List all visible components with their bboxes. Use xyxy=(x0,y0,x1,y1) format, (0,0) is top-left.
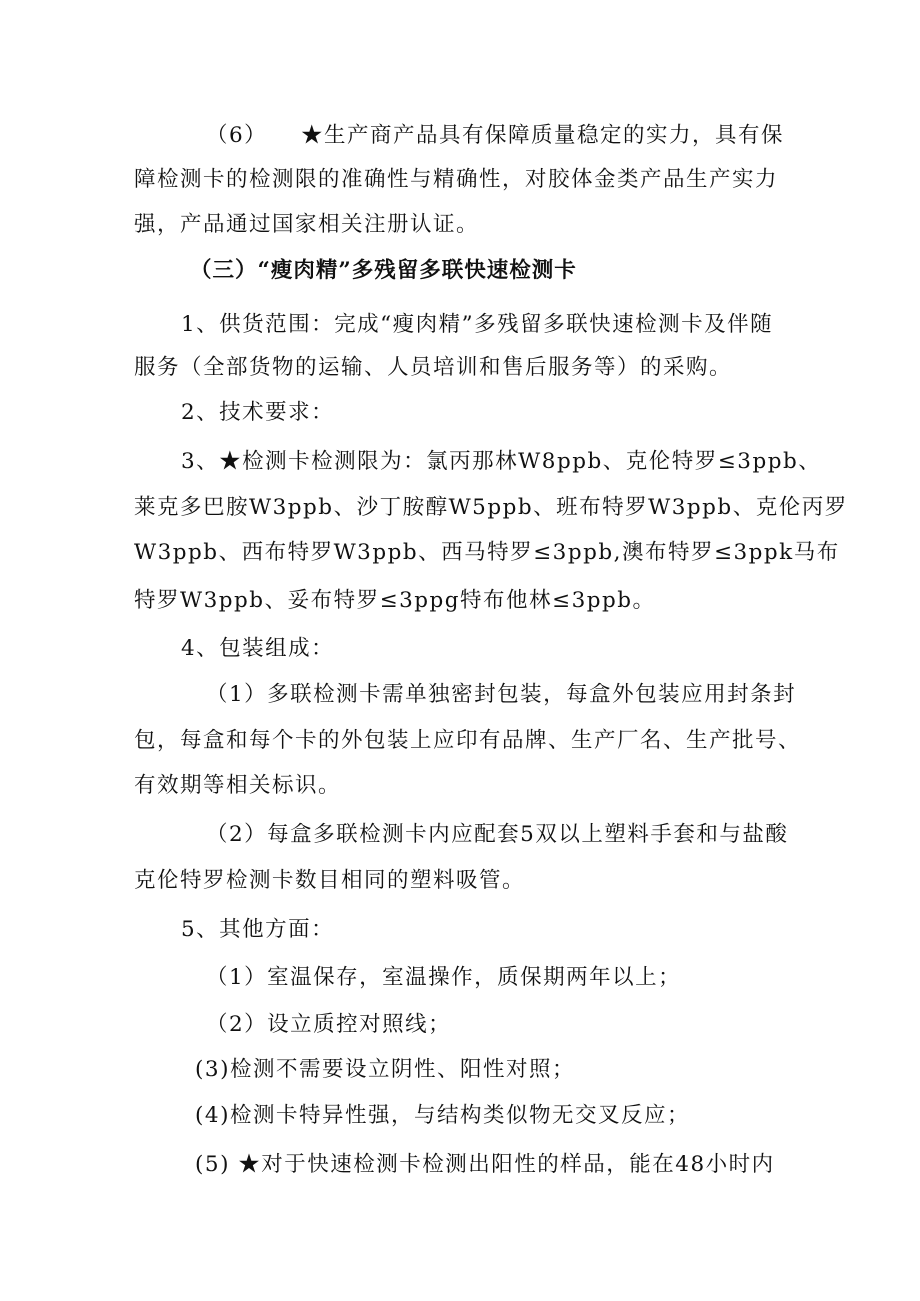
item-6-line-2: 障检测卡的检测限的准确性与精确性，对胶体金类产品生产实力 xyxy=(134,167,779,192)
paragraph-3-line-3: W3ppb、西布特罗W3ppb、西马特罗≤3ppb,澳布特罗≤3ppk马布 xyxy=(134,540,840,565)
paragraph-5-5: (5) ★对于快速检测卡检测出阳性的样品，能在48小时内 xyxy=(195,1152,775,1177)
paragraph-5-1: （1）室温保存，室温操作，质保期两年以上； xyxy=(206,965,682,990)
paragraph-5-4: (4)检测卡特异性强，与结构类似物无交叉反应； xyxy=(195,1103,690,1128)
paragraph-3-line-1: 3、★检测卡检测限为：氯丙那林W8ppb、克伦特罗≤3ppb、 xyxy=(181,449,822,474)
paragraph-4-1-line-2: 包，每盒和每个卡的外包装上应印有品牌、生产厂名、生产批号、 xyxy=(134,728,802,753)
paragraph-5: 5、其他方面： xyxy=(181,917,335,942)
paragraph-3-line-2: 莱克多巴胺W3ppb、沙丁胺醇W5ppb、班布特罗W3ppb、克伦丙罗 xyxy=(134,495,848,520)
paragraph-1-line-2: 服务（全部货物的运输、人员培训和售后服务等）的采购。 xyxy=(134,355,733,380)
paragraph-1-line-1: 1、供货范围：完成“瘦肉精”多残留多联快速检测卡及伴随 xyxy=(181,312,774,337)
paragraph-4-1-line-1: （1）多联检测卡需单独密封包装，每盒外包装应用封条封 xyxy=(206,682,797,707)
paragraph-4: 4、包装组成： xyxy=(181,636,335,661)
paragraph-5-3: (3)检测不需要设立阴性、阳性对照； xyxy=(195,1057,575,1082)
item-6-label: （6） xyxy=(206,123,268,148)
paragraph-5-2: （2）设立质控对照线； xyxy=(206,1012,452,1037)
section-heading: （三）“瘦肉精”多残留多联快速检测卡 xyxy=(190,258,577,283)
paragraph-4-2-line-2: 克伦特罗检测卡数目相同的塑料吸管。 xyxy=(134,868,526,893)
item-6-line-1: ★生产商产品具有保障质量稳定的实力，具有保 xyxy=(301,123,785,148)
paragraph-4-1-line-3: 有效期等相关标识。 xyxy=(134,773,342,798)
item-6-line-3: 强，产品通过国家相关注册认证。 xyxy=(134,212,480,237)
paragraph-2: 2、技术要求： xyxy=(181,400,335,425)
paragraph-3-line-4: 特罗W3ppb、妥布特罗≤3ppg特布他林≤3ppb。 xyxy=(134,588,656,613)
paragraph-4-2-line-1: （2）每盒多联检测卡内应配套5双以上塑料手套和与盐酸 xyxy=(206,822,789,847)
